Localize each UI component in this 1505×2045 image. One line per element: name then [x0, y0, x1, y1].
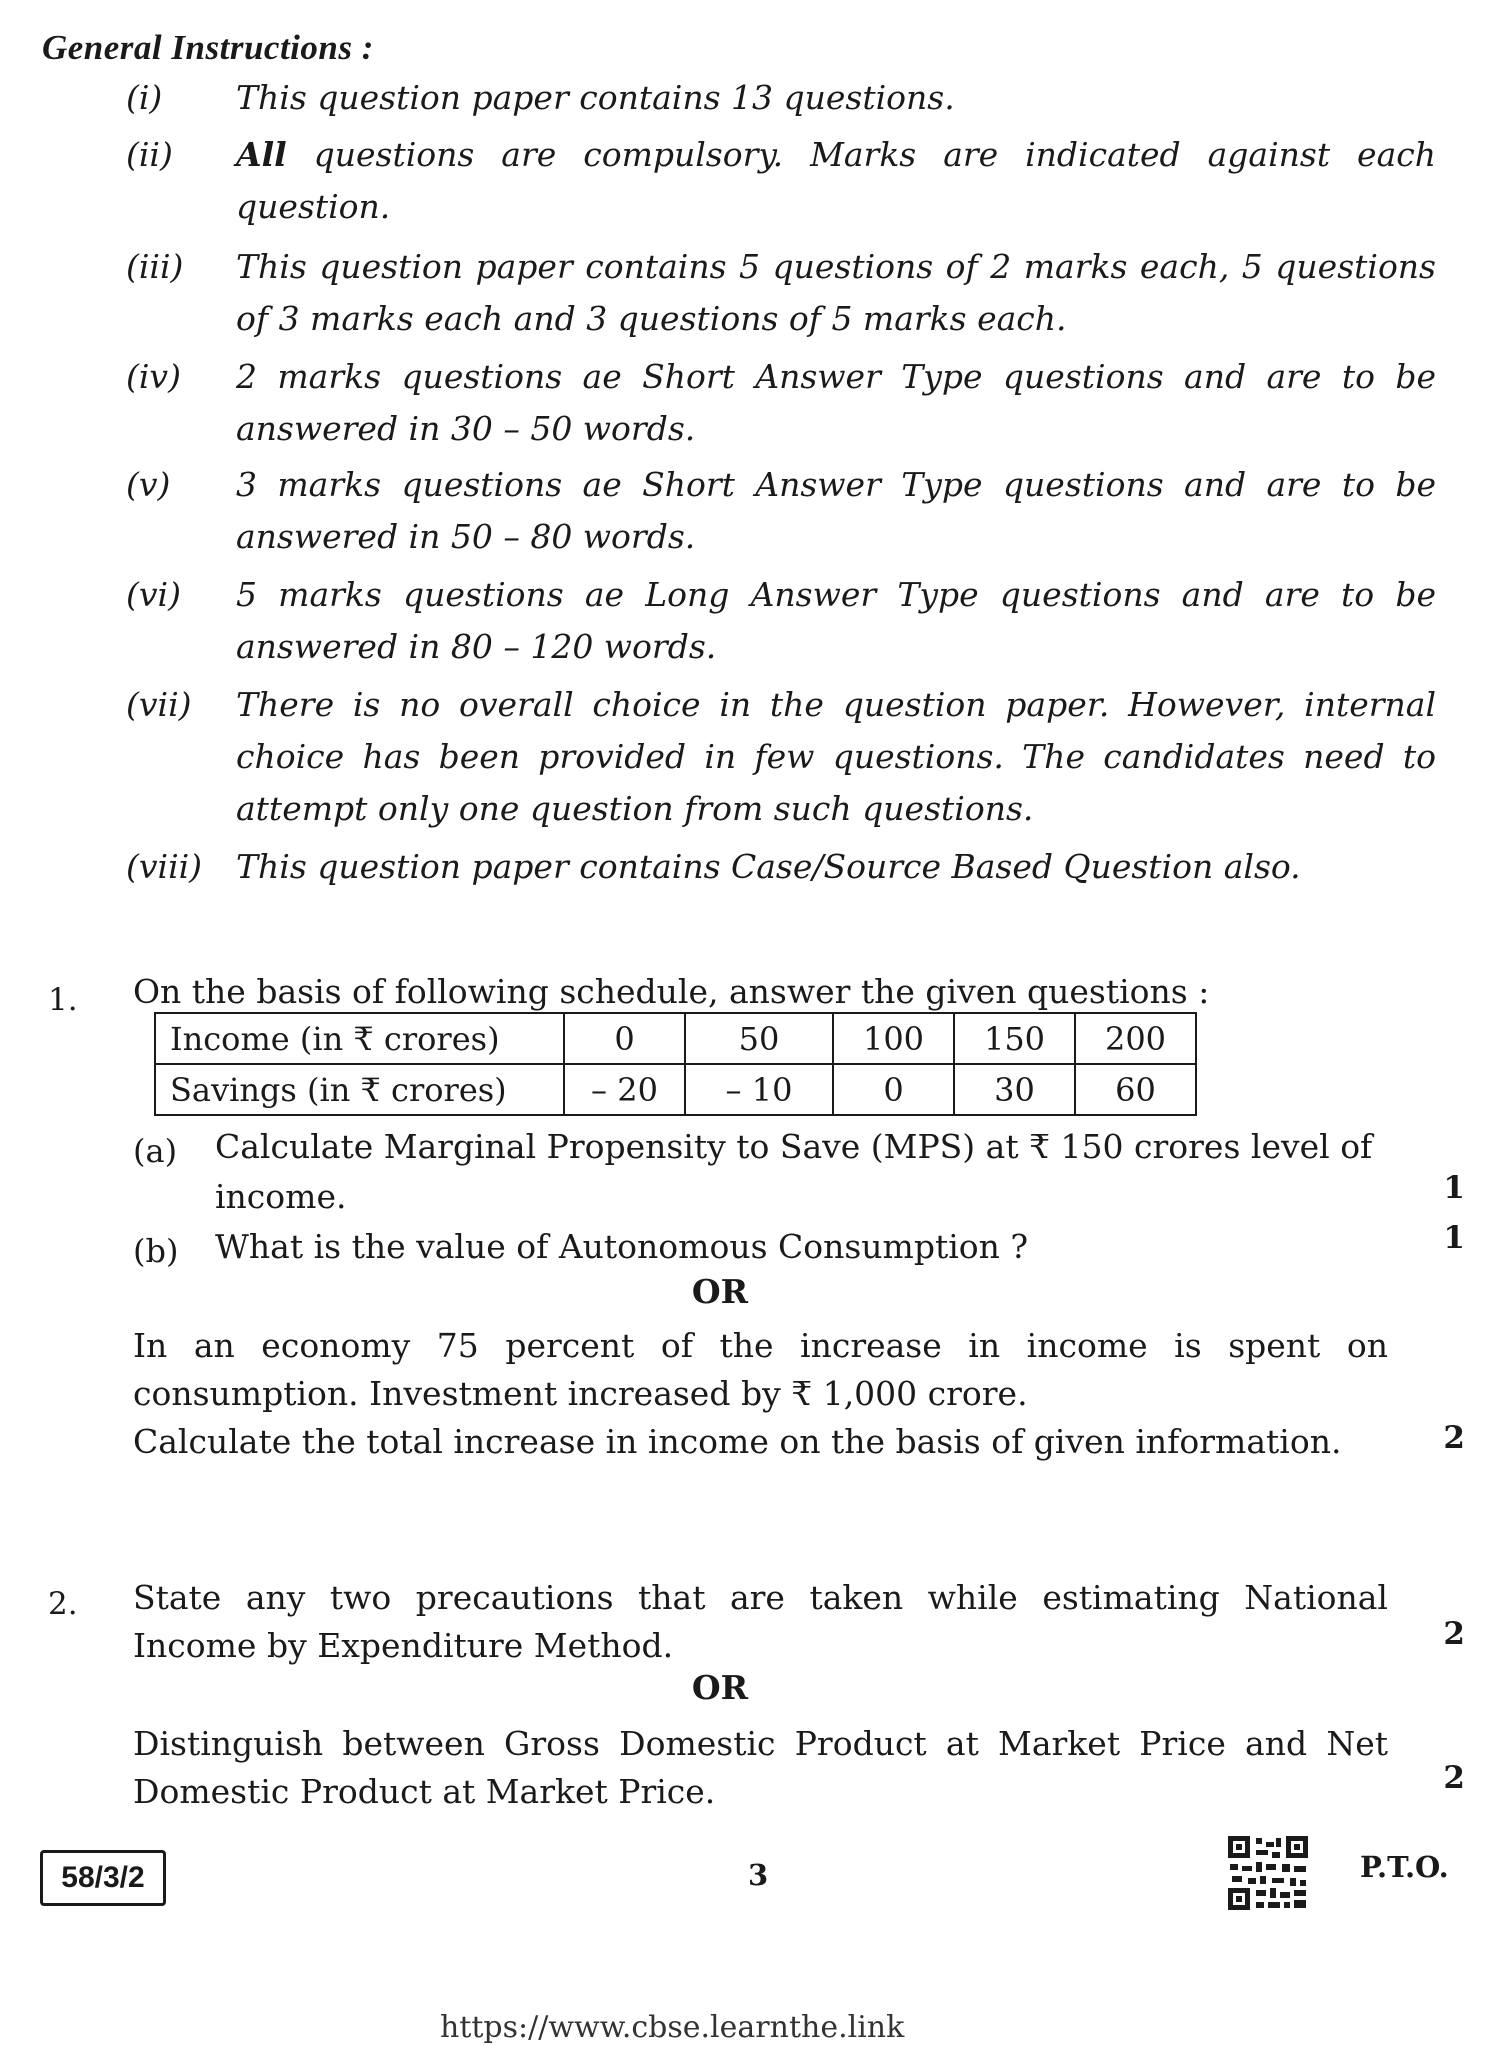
instruction-text: This question paper contains Case/Source Based Question also. — [236, 847, 1301, 886]
table-cell: 0 — [833, 1064, 954, 1115]
instruction-lead: All — [236, 135, 287, 174]
question-alt-text: Distinguish between Gross Domestic Product at Market Price and Net Domestic Product at Market Price. — [133, 1724, 1388, 1811]
marks: 2 — [1443, 1760, 1465, 1796]
page-number: 3 — [748, 1858, 769, 1892]
table-cell: – 10 — [685, 1064, 833, 1115]
instruction-number: (i) — [126, 78, 163, 117]
question-alt-text: In an economy 75 percent of the increase in income is spent on consumption. Investment increased by ₹ 1,000 crore. — [133, 1326, 1388, 1413]
subquestion-label: (b) — [133, 1232, 179, 1270]
or-separator: OR — [691, 1668, 749, 1707]
subquestion-text: What is the value of Autonomous Consumption ? — [215, 1227, 1029, 1266]
instruction-number: (vii) — [126, 685, 192, 724]
marks: 2 — [1443, 1420, 1465, 1456]
question-text: State any two precautions that are taken while estimating National Income by Expenditure Method. — [133, 1578, 1388, 1665]
instruction-rest: questions are compulsory. Marks are indicated against each question. — [236, 135, 1436, 226]
or-separator: OR — [691, 1272, 749, 1311]
paper-code-badge: 58/3/2 — [40, 1850, 166, 1906]
table-cell: 50 — [685, 1013, 833, 1064]
instruction-text: This question paper contains 5 questions of 2 marks each, 5 questions of 3 marks each and 3 questions of 5 marks each. — [236, 247, 1436, 338]
table-row — [155, 1064, 1196, 1115]
instruction-number: (vi) — [126, 575, 181, 614]
marks: 1 — [1443, 1170, 1465, 1206]
subquestion-label: (a) — [133, 1132, 178, 1170]
instruction-number: (ii) — [126, 135, 173, 174]
subquestion-text: Calculate Marginal Propensity to Save (MPS) at ₹ 150 crores level of income. — [215, 1127, 1373, 1216]
question-number: 1. — [48, 982, 78, 1018]
instruction-number: (viii) — [126, 847, 203, 886]
question-alt-text-2: Calculate the total increase in income on the basis of given information. — [133, 1422, 1342, 1461]
instruction-number: (iii) — [126, 247, 184, 286]
instruction-text — [236, 129, 1436, 233]
marks: 2 — [1443, 1616, 1465, 1652]
table-cell: 0 — [564, 1013, 685, 1064]
row-label: Savings (in ₹ crores) — [155, 1064, 564, 1115]
source-url[interactable]: https://www.cbse.learnthe.link — [440, 2010, 905, 2045]
table-cell: 200 — [1075, 1013, 1196, 1064]
instruction-text: 5 marks questions ae Long Answer Type questions and are to be answered in 80 – 120 words. — [236, 575, 1436, 666]
table-row — [155, 1013, 1196, 1064]
question-number: 2. — [48, 1586, 78, 1622]
instruction-number: (iv) — [126, 357, 181, 396]
schedule-table — [154, 1012, 1197, 1116]
pto-label: P.T.O. — [1360, 1850, 1449, 1884]
table-cell: – 20 — [564, 1064, 685, 1115]
instruction-text: 2 marks questions ae Short Answer Type questions and are to be answered in 30 – 50 words. — [236, 357, 1436, 448]
row-label: Income (in ₹ crores) — [155, 1013, 564, 1064]
instruction-text: 3 marks questions ae Short Answer Type questions and are to be answered in 50 – 80 words. — [236, 465, 1436, 556]
table-cell: 30 — [954, 1064, 1075, 1115]
qr-code-icon — [1228, 1836, 1308, 1910]
marks: 1 — [1443, 1220, 1465, 1256]
instruction-text: This question paper contains 13 questions. — [236, 78, 955, 117]
table-cell: 150 — [954, 1013, 1075, 1064]
table-cell: 100 — [833, 1013, 954, 1064]
general-instructions-title: General Instructions : — [42, 28, 374, 67]
table-cell: 60 — [1075, 1064, 1196, 1115]
instruction-number: (v) — [126, 465, 171, 504]
question-text: On the basis of following schedule, answer the given questions : — [133, 972, 1210, 1011]
instruction-text: There is no overall choice in the question paper. However, internal choice has been provided in few questions. The candidates need to attempt only one question from such questions. — [236, 685, 1436, 828]
